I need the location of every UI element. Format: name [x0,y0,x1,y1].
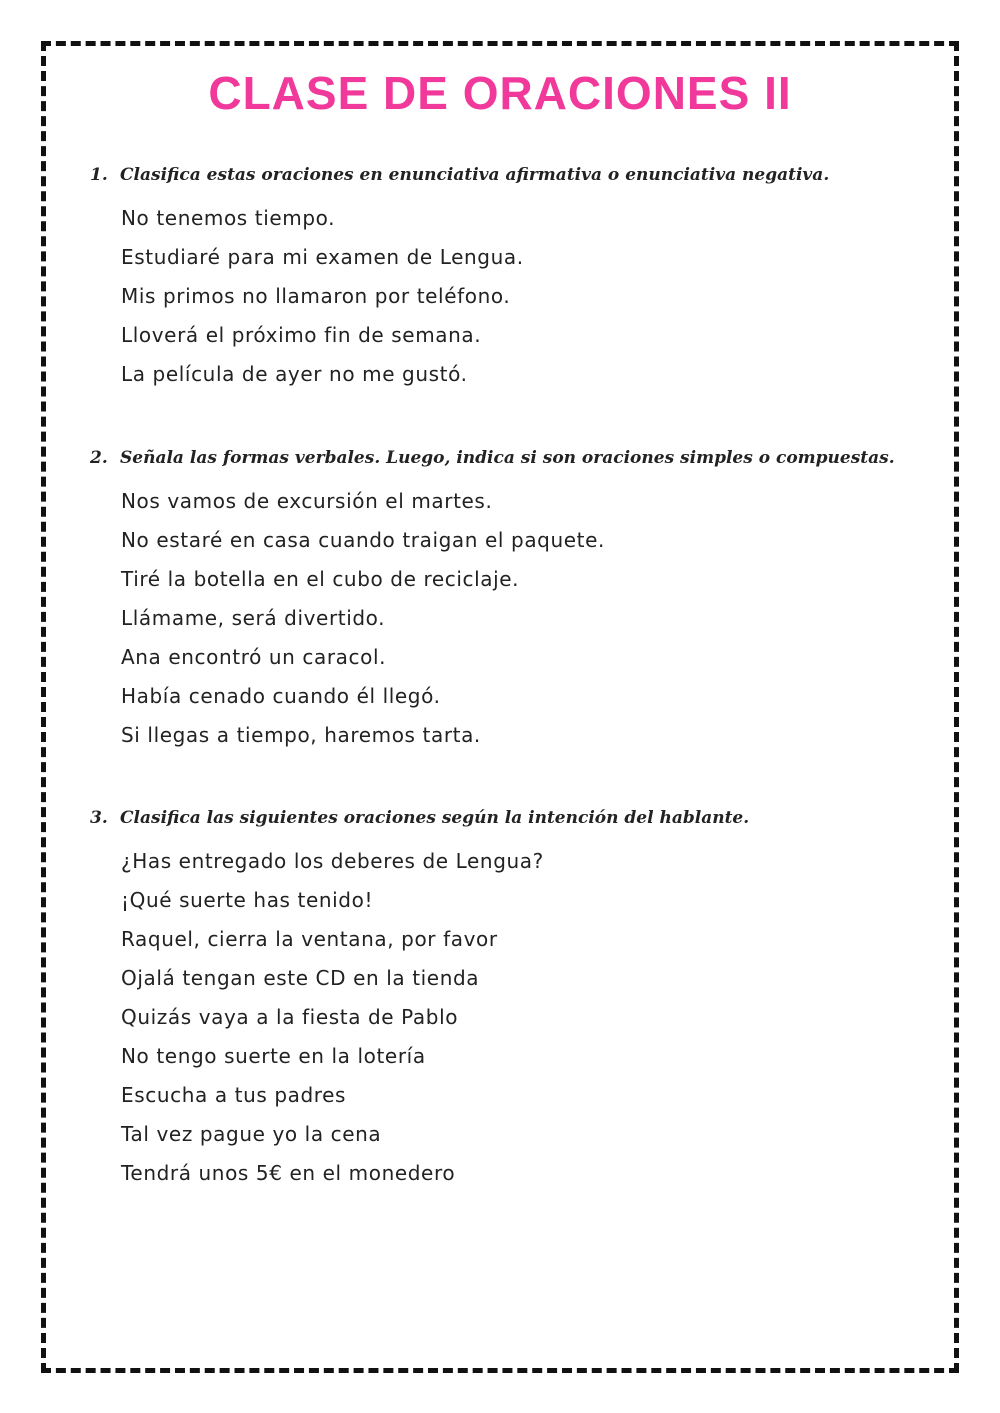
exercise-3 [90,803,950,1195]
exercise-2 [90,443,950,757]
sentence: Mis primos no llamaron por teléfono. [121,284,511,308]
instruction-text: Señala las formas verbales. Luego, indica si son oraciones simples o compuestas. [120,448,895,468]
exercise-number: 3. [90,808,108,828]
exercise-3-instruction [90,803,950,833]
sentence: ¡Qué suerte has tenido! [121,888,374,912]
sentence: Raquel, cierra la ventana, por favor [121,927,498,951]
sentence: Ojalá tengan este CD en la tienda [121,966,480,990]
exercise-1 [90,160,950,396]
instruction-text: Clasifica las siguientes oraciones según la intención del hablante. [120,808,750,828]
sentence: Tiré la botella en el cubo de reciclaje. [121,567,520,591]
sentence: No tenemos tiempo. [121,206,336,230]
sentence: ¿Has entregado los deberes de Lengua? [121,849,544,873]
exercise-1-instruction [90,160,950,190]
sentence-list [121,484,950,757]
sentence: No estaré en casa cuando traigan el paquete. [121,528,605,552]
sentence: La película de ayer no me gustó. [121,362,468,386]
sentence: Había cenado cuando él llegó. [121,684,441,708]
page-title: CLASE DE ORACIONES II [208,67,792,119]
sentence: Lloverá el próximo fin de semana. [121,323,482,347]
sentence-list [121,201,950,396]
instruction-text: Clasifica estas oraciones en enunciativa afirmativa o enunciativa negativa. [120,165,830,185]
sentence: Quizás vaya a la fiesta de Pablo [121,1005,459,1029]
exercise-number: 1. [90,165,108,185]
sentence: Nos vamos de excursión el martes. [121,489,493,513]
sentence: Escucha a tus padres [121,1083,347,1107]
sentence: Llámame, será divertido. [121,606,386,630]
sentence: No tengo suerte en la lotería [121,1044,426,1068]
sentence: Ana encontró un caracol. [121,645,387,669]
sentence: Tendrá unos 5€ en el monedero [121,1161,456,1185]
sentence: Si llegas a tiempo, haremos tarta. [121,723,481,747]
exercise-2-instruction [90,443,950,473]
sentence: Tal vez pague yo la cena [121,1122,382,1146]
exercise-number: 2. [90,448,108,468]
sentence-list [121,844,950,1195]
sentence: Estudiaré para mi examen de Lengua. [121,245,524,269]
